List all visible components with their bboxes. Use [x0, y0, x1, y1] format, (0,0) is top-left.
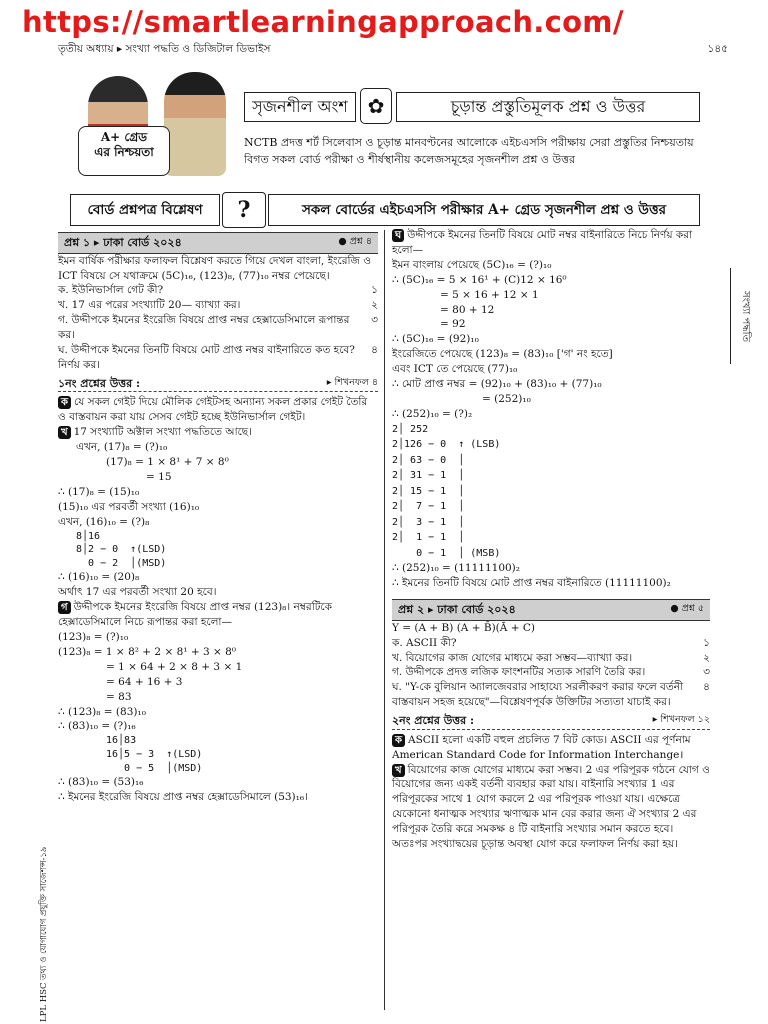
column-divider [384, 230, 385, 1010]
math-line: ∴ (252)₁₀ = (?)₂ [392, 407, 473, 420]
answer-tag-gh: ঘ [392, 229, 404, 242]
math-line: = 5 × 16 + 12 × 1 [440, 288, 539, 301]
binary-division-table: 2│ 252 2│126 − 0 ↑ (LSB) 2│ 63 − 0 │ 2│ 31 − 1 │ 2│ 15 − 1 │ 2│ 7 − 1 │ 2│ 3 − 1 │ 2│ 1 − 1 │ 0 − 1 │ (MSB) [392, 423, 501, 559]
math-line: (17)₈ = 1 × 8¹ + 7 × 8⁰ [106, 456, 229, 469]
answer-tag-kh: খ [392, 764, 405, 777]
answer-tag-kh: খ [58, 426, 71, 439]
chapter-title: তৃতীয় অধ্যায় ▸ সংখ্যা পদ্ধতি ও ডিজিটাল ডিভাইস [58, 43, 271, 55]
question-1-tag: ● প্রশ্ন ৪ [338, 236, 372, 247]
answer-tag-k: ক [58, 396, 71, 409]
question-2-tag: ● প্রশ্ন ৫ [670, 603, 704, 615]
math-line: ∴ ইমনের ইংরেজি বিষয়ে প্রাপ্ত নম্বর হেক্সাডেসিমালে (53)₁₆। [58, 791, 308, 804]
math-line: ∴ ইমনের তিনটি বিষয়ে মোট প্রাপ্ত নম্বর বাইনারিতে (11111100)₂ [392, 577, 671, 590]
section-title: চূড়ান্ত প্রস্তুতিমূলক প্রশ্ন ও উত্তর [396, 92, 700, 122]
q2-part-k: ক. ASCII কী? ১ [392, 636, 710, 649]
question-mark-icon: ? [222, 192, 266, 228]
question-2-expression: Y = (A + B) (A + B̄)(Ā + C) [392, 621, 535, 634]
section-intro: NCTB প্রদত্ত শর্ট সিলেবাস ও চূড়ান্ত মানবণ্টনের আলোকে এইচএসসি পরীক্ষায় সেরা প্রস্তুতির নিশ্চয়তায় বিগত সকল বোর্ড পরীক্ষা ও শীর্ষস্থানীয় কলেজসমূহের সৃজনশীল প্রশ্ন ও উত্তর [244, 136, 694, 167]
q2-part-kh: খ. বিয়োগের কাজ যোগের মাধ্যমে করা সম্ভব—ব্যাখ্যা কর। ২ [392, 651, 710, 664]
answer-1-g-intro: গ উদ্দীপকে ইমনের ইংরেজি বিষয়ে প্রাপ্ত নম্বর (123)₈। নম্বরটিকে হেক্সাডেসিমালে নিচে রূপান্তর করা হলো— [58, 601, 332, 629]
math-line: = 80 + 12 [440, 303, 495, 316]
answer-1-title: ১নং প্রশ্নের উত্তর : [58, 376, 141, 390]
math-line: ∴ (16)₁₀ = (20)₈ [58, 571, 140, 584]
math-line: এখন, (17)₈ = (?)₁₀ [76, 441, 168, 454]
answer-2-k: ক ASCII হলো একটি বহুল প্রচলিত 7 বিট কোড। ASCII এর পূর্ণনাম American Standard Code for Information Interchange। [392, 733, 691, 761]
hero-illustration [68, 64, 240, 182]
question-2-title: প্রশ্ন ২ ▸ ঢাকা বোর্ড ২০২৪ [398, 603, 516, 617]
q1-part-g: গ. উদ্দীপকে ইমনের ইংরেজি বিষয়ে প্রাপ্ত নম্বর হেক্সাডেসিমালে রূপান্তর কর। ৩ [58, 314, 378, 342]
q1-part-kh: খ. 17 এর পরের সংখ্যাটি 20— ব্যাখ্যা কর। ২ [58, 299, 378, 312]
side-chapter-tab: সংখ্যা পদ্ধতি [730, 268, 760, 364]
board-questions-banner: সকল বোর্ডের এইচএসসি পরীক্ষার A+ গ্রেড সৃজনশীল প্রশ্ন ও উত্তর [268, 194, 700, 226]
badge-line1: A+ গ্রেড [100, 130, 148, 144]
answer-2-outcome: ▸ শিখনফল ১২ [652, 714, 710, 726]
math-line: (15)₁₀ এর পরবর্তী সংখ্যা (16)₁₀ [58, 500, 200, 513]
math-line: ∴ (252)₁₀ = (11111100)₂ [392, 562, 520, 575]
question-1-stem: ইমন বার্ষিক পরীক্ষার ফলাফল বিশ্লেষণ করতে গিয়ে দেখল বাংলা, ইংরেজি ও ICT বিষয়ে সে যথাক্রমে (5C)₁₆, (123)₈, (77)₁₀ নম্বর পেয়েছে। [58, 254, 372, 282]
math-line: = 92 [440, 318, 466, 331]
answer-2-title: ২নং প্রশ্নের উত্তর : [392, 714, 475, 728]
math-line: এবং ICT তে পেয়েছে (77)₁₀ [392, 363, 518, 376]
answer-tag-g: গ [58, 601, 71, 614]
q2-part-g: গ. উদ্দীপকে প্রদত্ত লজিক ফাংশনটির সত্যক সারণি তৈরি কর। ৩ [392, 666, 710, 679]
answer-tag-k: ক [392, 734, 405, 747]
math-line: (123)₈ = 1 × 8² + 2 × 8¹ + 3 × 8⁰ [58, 645, 236, 658]
answer-2-kh: খ বিয়োগের কাজ যোগের মাধ্যমে করা সম্ভব। 2 এর পরিপূরক গঠনে যোগ ও বিয়োগের জন্য একই বর্তনী ব্যবহার করা যায়। বাইনারি সংখ্যার 1 এর পরিপূরকের সাথে 1 যোগ করলে 2 এর পরিপূরক পাওয়া যায়। এক্ষেত্রে যেকোনো ধনাত্মক সংখ্যার ঋণাত্মক মান বের করার জন্য ঐ সংখ্যার 2 এর পরিপূরক তৈরি করে সমকক্ষ ৪ টি বাইনারি সংখ্যার সমান করতে হবে। অতঃপর সংখ্যাদ্বয়ের চূড়ান্ত অবস্থা যোগ করে ফলাফল নির্ণয় করা হয়। [392, 763, 710, 851]
watermark-url[interactable]: https://smartlearningapproach.com/ [22, 5, 624, 39]
question-2-header [392, 599, 710, 621]
answer-1-gh-intro: ঘ উদ্দীপকে ইমনের তিনটি বিষয়ে মোট নম্বর বাইনারিতে নিচে নির্ণয় করা হলো— [392, 229, 693, 256]
math-line: ∴ (83)₁₀ = (?)₁₆ [58, 720, 136, 733]
hex-division-table: 16│83 16│5 − 3 ↑(LSD) 0 − 5 │(MSD) [106, 735, 203, 774]
math-line: ∴ মোট প্রাপ্ত নম্বর = (92)₁₀ + (83)₁₀ + (77)₁₀ [392, 378, 602, 391]
math-line: এখন, (16)₁₀ = (?)₈ [58, 515, 150, 528]
math-line: ∴ (5C)₁₆ = (92)₁₀ [392, 333, 479, 346]
math-line: ∴ (17)₈ = (15)₁₀ [58, 485, 140, 498]
math-line: = 1 × 64 + 2 × 8 + 3 × 1 [106, 660, 243, 673]
right-column [392, 228, 710, 852]
math-line: ∴ (83)₁₀ = (53)₁₆ [58, 776, 144, 789]
page-number: ১৪৫ [707, 43, 728, 55]
badge-line2: এর নিশ্চয়তা [94, 145, 154, 159]
section-part-label: সৃজনশীল অংশ [244, 92, 356, 122]
math-line: ∴ (123)₈ = (83)₁₀ [58, 705, 146, 718]
student-boy-image [164, 72, 226, 176]
math-line: ∴ (5C)₁₆ = 5 × 16¹ + (C)12 × 16⁰ [392, 273, 567, 286]
grade-badge [78, 126, 170, 176]
question-1-header [58, 232, 378, 254]
math-line: = (252)₁₀ [482, 392, 531, 405]
q2-part-gh: ঘ. "Y-কে বুলিয়ান অ্যালজেবরার সাহায্যে সরলীকরণ করার ফলে বর্তনী বাস্তবায়ন সহজ হয়েছে"—বিশ্লেষণপূর্বক উক্তিটির সত্যতা যাচাই কর। ৪ [392, 681, 710, 709]
math-line: ইমন বাংলায় পেয়েছে (5C)₁₆ = (?)₁₀ [392, 258, 552, 271]
q1-part-k: ক. ইউনিভার্সাল গেট কী? ১ [58, 284, 378, 297]
answer-1-k: ক যে সকল গেইট দিয়ে মৌলিক গেইটসহ অন্যান্য সকল প্রকার গেইট তৈরি ও বাস্তবায়ন করা যায় সেসব গেইট হচ্ছে ইউনিভার্সাল গেইট। [58, 396, 368, 424]
left-column [58, 232, 378, 805]
side-book-title: LPL HSC তথ্য ও যোগাযোগ প্রযুক্তি সাজেশন্স-১৯ [39, 846, 49, 1022]
answer-1-header [58, 373, 378, 393]
answer-1-kh-intro: খ 17 সংখ্যাটি অক্টাল সংখ্যা পদ্ধতিতে আছে। [58, 425, 378, 440]
math-line: অর্থাৎ 17 এর পরবর্তী সংখ্যা 20 হবে। [58, 586, 217, 599]
math-line: ইংরেজিতে পেয়েছে (123)₈ = (83)₁₀ ['গ' নং হতে] [392, 348, 613, 361]
board-analysis-label: বোর্ড প্রশ্নপত্র বিশ্লেষণ [70, 194, 220, 226]
answer-1-outcome: ▸ শিখনফল ৪ [326, 376, 378, 388]
question-1-title: প্রশ্ন ১ ▸ ঢাকা বোর্ড ২০২৪ [64, 236, 182, 249]
math-line: = 15 [146, 471, 172, 483]
running-head [58, 42, 728, 57]
q1-part-gh: ঘ. উদ্দীপকে ইমনের তিনটি বিষয়ে মোট প্রাপ্ত নম্বর বাইনারিতে কত হবে? নির্ণয় কর। ৪ [58, 344, 378, 371]
math-line: = 64 + 16 + 3 [106, 675, 183, 688]
lightbulb-icon: ✿ [360, 88, 392, 124]
answer-2-header [392, 710, 710, 730]
math-line: = 83 [106, 690, 132, 703]
octal-division-table: 8│16 8│2 − 0 ↑(LSD) 0 − 2 │(MSD) [76, 530, 167, 569]
math-line: (123)₈ = (?)₁₀ [58, 631, 129, 644]
